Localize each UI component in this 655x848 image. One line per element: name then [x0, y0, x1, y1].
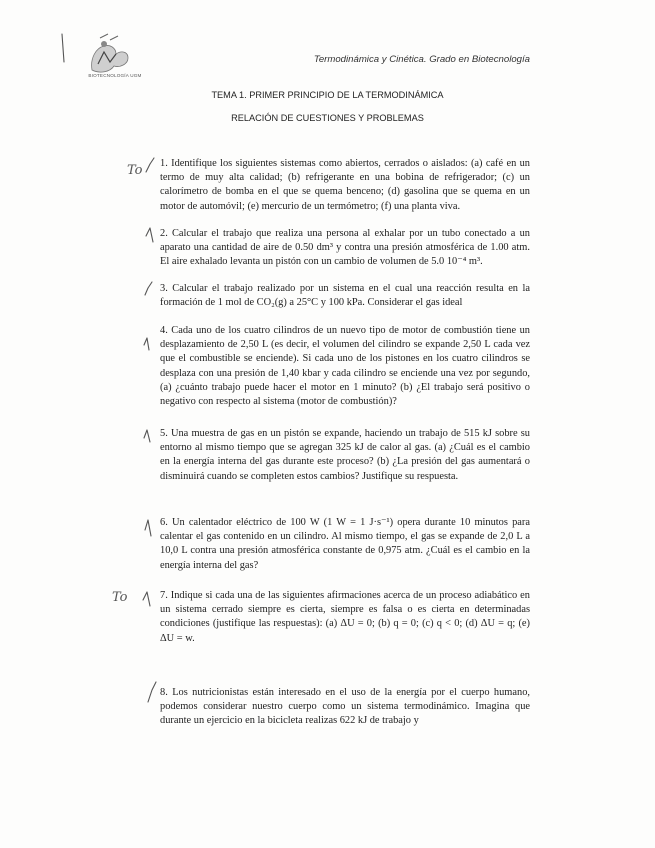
question-text: Identifique los siguientes sistemas como abiertos, cerrados o aislados: (a) café en un termo de muy alta calidad; (b) refrigerante en una bobina de refrigerador; (c) un calorímetro de bomba en el que se quema benceno; (d) gasolina que se quema en un motor de automóvil; (e) mercurio de un termómetro; (f) una planta viva.: [160, 158, 530, 212]
question-number: 6.: [160, 517, 168, 528]
check-mark-3: [145, 282, 152, 295]
question-text: Un calentador eléctrico de 100 W (1 W = 1 J·s⁻¹) opera durante 10 minutos para calentar el gas contenido en un cilindro. Al mismo tiempo, el gas se expande de 2,0 L a 10,0 L contra una presión atmosférica constante de 0,975 atm. ¿Cuál es el cambio en la energía interna del gas?: [160, 517, 530, 571]
question-4: [160, 324, 530, 409]
question-number: 3.: [160, 283, 168, 294]
question-text: Los nutricionistas están interesado en el uso de la energía por el cuerpo humano, podemos considerar nuestro cuerpo como un sistema termodinámico. Imagina que durante un ejercicio en la bicicleta realizas 622 kJ de trabajo y: [160, 687, 530, 727]
question-2: [160, 227, 530, 270]
question-1: [160, 157, 530, 214]
question-text: Una muestra de gas en un pistón se expande, haciendo un trabajo de 515 kJ sobre su entorno al mismo tiempo que se agregan 325 kJ de calor al gas. (a) ¿Cuál es el cambio en la energía interna del gas durante este proceso? (b) ¿La presión del gas aumentará o disminuirá cuando se completen estos cambios? Justifique su respuesta.: [160, 428, 530, 482]
course-header: Termodinámica y Cinética. Grado en Biotecnología: [313, 54, 530, 65]
university-logo: [70, 30, 142, 88]
check-mark-6: [145, 520, 151, 536]
question-number: 7.: [160, 590, 168, 601]
question-number: 2.: [160, 228, 168, 239]
margin-note-7: To: [112, 590, 128, 605]
margin-stroke: [62, 34, 64, 62]
question-7: [160, 589, 530, 646]
check-mark-5: [144, 430, 150, 442]
question-text: Indique si cada una de las siguientes afirmaciones acerca de un proceso adiabático en un sistema cerrado siempre es cierta, siempre es falsa o es cierta en determinadas condiciones (justifique las respuestas): (a) ΔU = 0; (b) q = 0; (c) q < 0; (d) ΔU = q; (e) ΔU = w.: [160, 590, 530, 644]
margin-note-1: To: [127, 163, 143, 178]
question-5: [160, 427, 530, 484]
check-mark-4: [144, 338, 149, 350]
logo-caption: BIOTECNOLOGÍA UGM: [88, 73, 142, 78]
topic-title: TEMA 1. PRIMER PRINCIPIO DE LA TERMODINÁMICA: [211, 90, 444, 100]
question-text: Calcular el trabajo realizado por un sistema en el cual una reacción resulta en la formación de 1 mol de CO₂(g) a 25°C y 100 kPa. Considerar el gas ideal: [160, 283, 530, 309]
question-8: [160, 686, 530, 729]
question-number: 5.: [160, 428, 168, 439]
question-number: 1.: [160, 158, 168, 169]
question-3: [160, 282, 530, 310]
question-text: Cada uno de los cuatro cilindros de un nuevo tipo de motor de combustión tiene un desplazamiento de 2,50 L (es decir, el volumen del cilindro se expande 2,50 L cada vez que el combustible se enciende). Si cada uno de los pistones en los cuatro cilindros se desplaza con una presión de 1,40 kbar y cada cilindro se enciende una vez por segundo, (a) ¿cuánto trabajo puede hacer el motor en 1 minuto? (b) ¿El trabajo será positivo o negativo con respecto al sistema (motor de combustión)?: [160, 325, 530, 408]
check-mark-8: [148, 682, 156, 702]
section-subtitle: RELACIÓN DE CUESTIONES Y PROBLEMAS: [231, 113, 424, 123]
question-number: 4.: [160, 325, 168, 336]
check-mark-1: [146, 158, 154, 172]
question-text: Calcular el trabajo que realiza una persona al exhalar por un tubo conectado a un aparato una cantidad de aire de 0.50 dm³ y contra una presión atmosférica de 1.00 atm. El aire exhalado levanta un pistón con un cambio de volumen de 5.0 10⁻⁴ m³.: [160, 228, 530, 268]
check-mark-7: [143, 592, 150, 606]
question-number: 8.: [160, 687, 168, 698]
question-6: [160, 516, 530, 573]
check-mark-2: [146, 228, 153, 242]
